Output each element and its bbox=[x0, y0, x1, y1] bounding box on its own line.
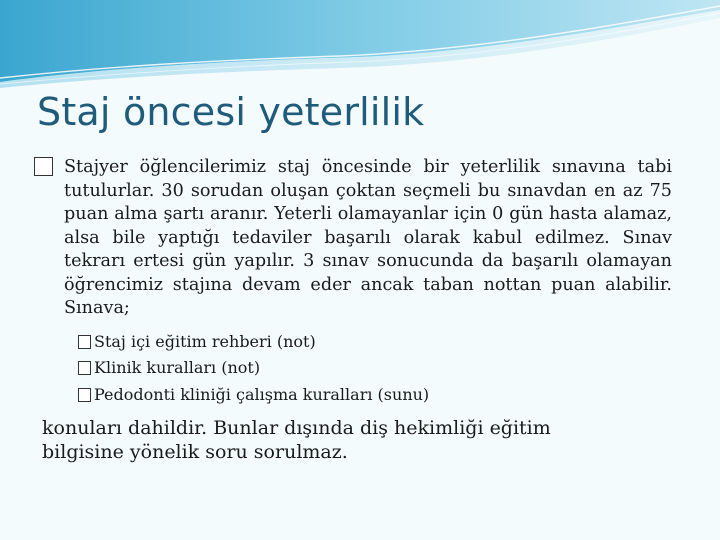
list-item bbox=[78, 355, 672, 382]
bullet-icon bbox=[34, 157, 53, 176]
bullet-icon bbox=[78, 388, 91, 402]
list-item-label: Pedodonti kliniği çalışma kuralları (sunu) bbox=[94, 384, 430, 404]
exam-topics-list bbox=[30, 329, 672, 409]
closing-text: konuları dahildir. Bunlar dışında diş hekimliği eğitim bilgisine yönelik soru sorulmaz. bbox=[42, 417, 551, 463]
slide-content bbox=[30, 156, 672, 464]
slide-title: Staj öncesi yeterlilik bbox=[37, 90, 425, 134]
list-item bbox=[78, 382, 672, 409]
bullet-icon bbox=[78, 335, 91, 349]
main-paragraph-block bbox=[30, 156, 672, 321]
list-item-label: Klinik kuralları (not) bbox=[94, 358, 261, 377]
wave-header-decoration bbox=[0, 0, 720, 90]
bullet-icon bbox=[78, 361, 91, 375]
list-item-label: Staj içi eğitim rehberi (not) bbox=[94, 331, 316, 351]
list-item bbox=[78, 329, 672, 356]
main-paragraph: Stajyer öğlencilerimiz staj öncesinde bir yeterlilik sınavına tabi tutulurlar. 30 sorudan oluşan çoktan seçmeli bu sınavdan en az 75 puan alma şartı aranır. Yeterli olamayanlar için 0 gün hasta alamaz, alsa bile yaptığı tedaviler başarılı olarak kabul edilmez. Sınav tekrarı ertesi gün yapılır. 3 sınav sonucunda da başarılı olamayan öğrencimiz stajına devam eder ancak taban nottan puan alabilir. Sınava; bbox=[64, 157, 672, 318]
